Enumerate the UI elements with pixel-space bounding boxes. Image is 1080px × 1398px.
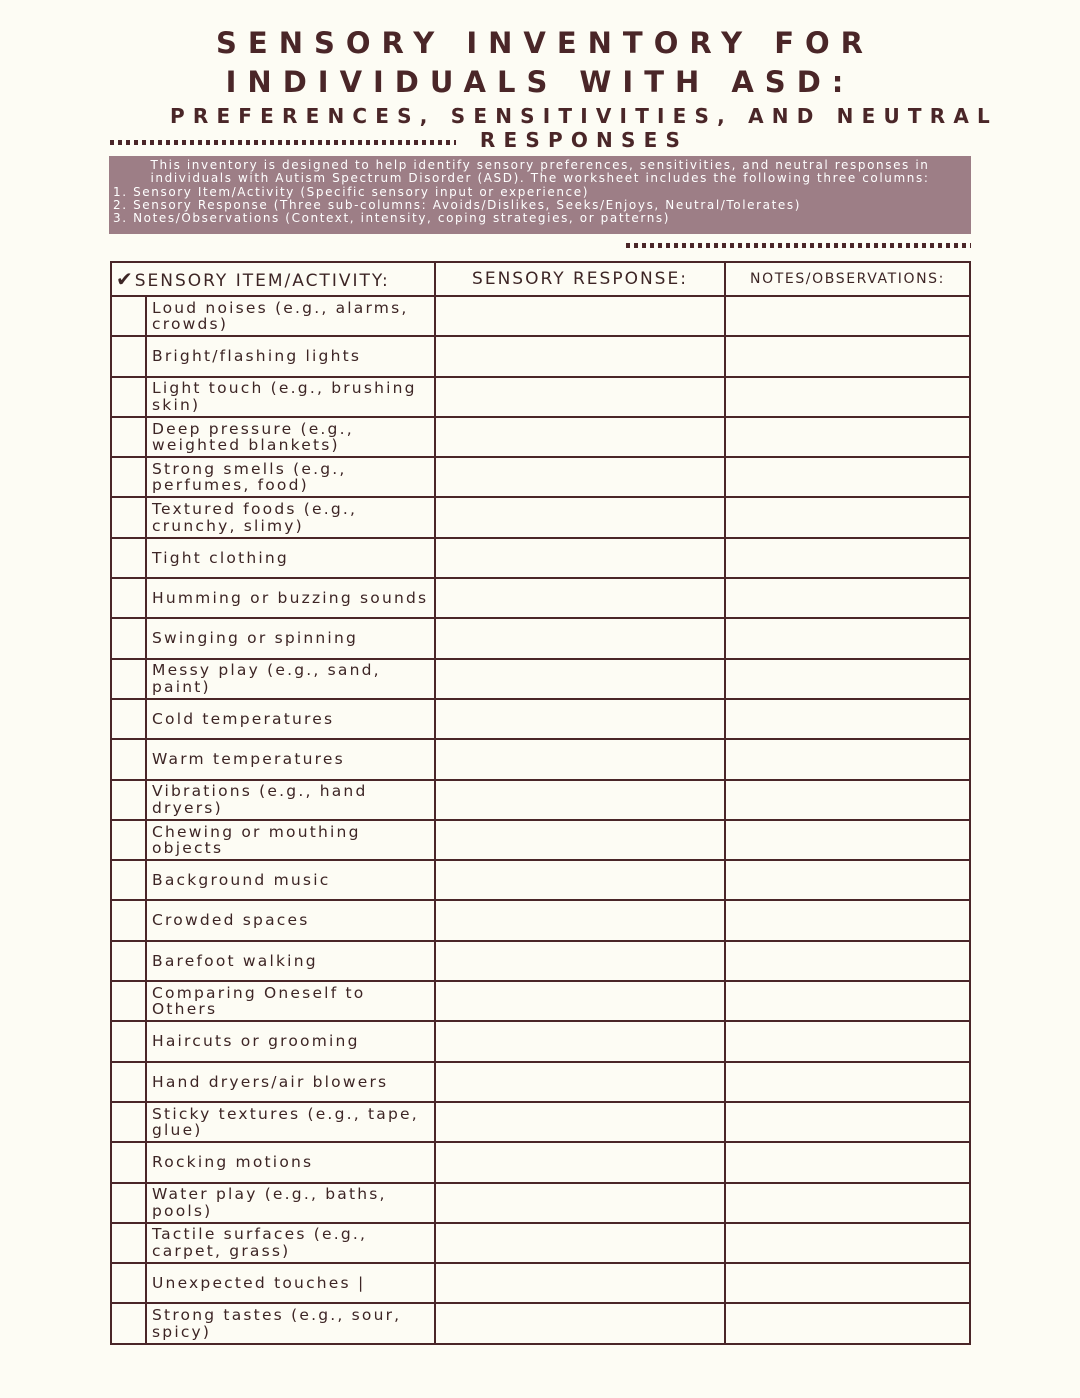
checkbox-cell[interactable]	[111, 336, 146, 376]
checkbox-cell[interactable]	[111, 417, 146, 457]
checkbox-cell[interactable]	[111, 659, 146, 699]
intro-line: individuals with Autism Spectrum Disorder (ASD). The worksheet includes the following three columns:	[150, 172, 930, 186]
sensory-item: Haircuts or grooming	[146, 1021, 435, 1061]
response-cell[interactable]	[435, 497, 725, 537]
notes-cell[interactable]	[725, 1303, 970, 1343]
response-cell[interactable]	[435, 981, 725, 1021]
sensory-item: Cold temperatures	[146, 699, 435, 739]
header-notes: NOTES/OBSERVATIONS:	[725, 262, 970, 296]
sensory-item: Swinging or spinning	[146, 618, 435, 658]
notes-cell[interactable]	[725, 1223, 970, 1263]
response-cell[interactable]	[435, 618, 725, 658]
table-row	[111, 699, 970, 739]
response-cell[interactable]	[435, 336, 725, 376]
notes-cell[interactable]	[725, 336, 970, 376]
checkbox-cell[interactable]	[111, 941, 146, 981]
notes-cell[interactable]	[725, 417, 970, 457]
notes-cell[interactable]	[725, 578, 970, 618]
checkbox-cell[interactable]	[111, 377, 146, 417]
table-row	[111, 336, 970, 376]
response-cell[interactable]	[435, 860, 725, 900]
response-cell[interactable]	[435, 659, 725, 699]
notes-cell[interactable]	[725, 1183, 970, 1223]
notes-cell[interactable]	[725, 820, 970, 860]
sensory-item: Chewing or mouthing objects	[146, 820, 435, 860]
sensory-item: Comparing Oneself to Others	[146, 981, 435, 1021]
checkbox-cell[interactable]	[111, 1223, 146, 1263]
checkbox-cell[interactable]	[111, 1102, 146, 1142]
checkbox-cell[interactable]	[111, 699, 146, 739]
page-subtitle: PREFERENCES, SENSITIVITIES, AND NEUTRAL RESPONSES	[169, 104, 998, 152]
sensory-item: Messy play (e.g., sand, paint)	[146, 659, 435, 699]
page-title-line-2: INDIVIDUALS WITH ASD:	[225, 65, 855, 99]
table-header-row	[111, 262, 970, 296]
notes-cell[interactable]	[725, 860, 970, 900]
table-body	[111, 296, 970, 1344]
notes-cell[interactable]	[725, 659, 970, 699]
sensory-item: Bright/flashing lights	[146, 336, 435, 376]
table-row	[111, 538, 970, 578]
response-cell[interactable]	[435, 296, 725, 336]
table-row	[111, 860, 970, 900]
sensory-item: Strong smells (e.g., perfumes, food)	[146, 457, 435, 497]
notes-cell[interactable]	[725, 699, 970, 739]
notes-cell[interactable]	[725, 1021, 970, 1061]
sensory-item: Strong tastes (e.g., sour, spicy)	[146, 1303, 435, 1343]
notes-cell[interactable]	[725, 457, 970, 497]
table-row	[111, 618, 970, 658]
response-cell[interactable]	[435, 578, 725, 618]
checkbox-cell[interactable]	[111, 1183, 146, 1223]
dotted-divider-top	[110, 140, 456, 145]
sensory-item: Unexpected touches |	[146, 1263, 435, 1303]
response-cell[interactable]	[435, 699, 725, 739]
sensory-item: Light touch (e.g., brushing skin)	[146, 377, 435, 417]
checkbox-cell[interactable]	[111, 1303, 146, 1343]
table-row	[111, 1102, 970, 1142]
header-sensory-response: SENSORY RESPONSE:	[435, 262, 725, 296]
table-row	[111, 417, 970, 457]
intro-line: This inventory is designed to help identify sensory preferences, sensitivities, and neutral responses in	[150, 159, 930, 172]
checkbox-cell[interactable]	[111, 860, 146, 900]
notes-cell[interactable]	[725, 497, 970, 537]
notes-cell[interactable]	[725, 981, 970, 1021]
sensory-item: Hand dryers/air blowers	[146, 1062, 435, 1102]
checkbox-cell[interactable]	[111, 1263, 146, 1303]
response-cell[interactable]	[435, 820, 725, 860]
sensory-item: Rocking motions	[146, 1142, 435, 1182]
response-cell[interactable]	[435, 538, 725, 578]
response-cell[interactable]	[435, 1263, 725, 1303]
header-sensory-item	[111, 262, 435, 296]
notes-cell[interactable]	[725, 296, 970, 336]
response-cell[interactable]	[435, 1183, 725, 1223]
sensory-item: Textured foods (e.g., crunchy, slimy)	[146, 497, 435, 537]
notes-cell[interactable]	[725, 739, 970, 779]
checkbox-cell[interactable]	[111, 780, 146, 820]
table-row	[111, 457, 970, 497]
notes-cell[interactable]	[725, 780, 970, 820]
notes-cell[interactable]	[725, 941, 970, 981]
response-cell[interactable]	[435, 1062, 725, 1102]
sensory-item: Humming or buzzing sounds	[146, 578, 435, 618]
response-cell[interactable]	[435, 739, 725, 779]
checkbox-cell[interactable]	[111, 538, 146, 578]
sensory-item: Sticky textures (e.g., tape, glue)	[146, 1102, 435, 1142]
checkbox-cell[interactable]	[111, 457, 146, 497]
intro-line: 1. Sensory Item/Activity (Specific sensory input or experience)	[113, 185, 590, 199]
notes-cell[interactable]	[725, 1263, 970, 1303]
header-sensory-item-label: SENSORY ITEM/ACTIVITY:	[134, 271, 390, 291]
sensory-item: Water play (e.g., baths, pools)	[146, 1183, 435, 1223]
response-cell[interactable]	[435, 457, 725, 497]
notes-cell[interactable]	[725, 900, 970, 940]
table-row	[111, 981, 970, 1021]
notes-cell[interactable]	[725, 377, 970, 417]
checkbox-cell[interactable]	[111, 900, 146, 940]
checkbox-cell[interactable]	[111, 981, 146, 1021]
sensory-item: Loud noises (e.g., alarms, crowds)	[146, 296, 435, 336]
table-row	[111, 900, 970, 940]
response-cell[interactable]	[435, 1303, 725, 1343]
inventory-table	[110, 261, 971, 1345]
table-row	[111, 1223, 970, 1263]
table-row	[111, 1263, 970, 1303]
checkbox-cell[interactable]	[111, 578, 146, 618]
sensory-item: Tight clothing	[146, 538, 435, 578]
table-row	[111, 1183, 970, 1223]
sensory-item: Background music	[146, 860, 435, 900]
checkbox-cell[interactable]	[111, 1062, 146, 1102]
notes-cell[interactable]	[725, 618, 970, 658]
response-cell[interactable]	[435, 941, 725, 981]
sensory-item: Barefoot walking	[146, 941, 435, 981]
sensory-item: Warm temperatures	[146, 739, 435, 779]
table-row	[111, 659, 970, 699]
notes-cell[interactable]	[725, 538, 970, 578]
table-row	[111, 296, 970, 336]
page-title-line-1: SENSORY INVENTORY FOR	[216, 26, 874, 60]
sensory-item: Vibrations (e.g., hand dryers)	[146, 780, 435, 820]
checkmark-icon: ✔	[116, 267, 135, 291]
sensory-item: Deep pressure (e.g., weighted blankets)	[146, 417, 435, 457]
checkbox-cell[interactable]	[111, 820, 146, 860]
table-row	[111, 1021, 970, 1061]
table-row	[111, 377, 970, 417]
intro-banner	[109, 156, 971, 234]
table-row	[111, 578, 970, 618]
response-cell[interactable]	[435, 417, 725, 457]
response-cell[interactable]	[435, 1102, 725, 1142]
notes-cell[interactable]	[725, 1062, 970, 1102]
table-row	[111, 820, 970, 860]
dotted-divider-bottom	[626, 243, 971, 248]
response-cell[interactable]	[435, 1021, 725, 1061]
table-row	[111, 780, 970, 820]
table-row	[111, 1142, 970, 1182]
checkbox-cell[interactable]	[111, 497, 146, 537]
checkbox-cell[interactable]	[111, 1021, 146, 1061]
notes-cell[interactable]	[725, 1102, 970, 1142]
notes-cell[interactable]	[725, 1142, 970, 1182]
response-cell[interactable]	[435, 900, 725, 940]
checkbox-cell[interactable]	[111, 618, 146, 658]
response-cell[interactable]	[435, 1142, 725, 1182]
checkbox-cell[interactable]	[111, 1142, 146, 1182]
checkbox-cell[interactable]	[111, 296, 146, 336]
sensory-item: Tactile surfaces (e.g., carpet, grass)	[146, 1223, 435, 1263]
intro-line: 2. Sensory Response (Three sub-columns: Avoids/Dislikes, Seeks/Enjoys, Neutral/Tolerates)	[113, 198, 802, 212]
table-row	[111, 1062, 970, 1102]
intro-line: 3. Notes/Observations (Context, intensity, coping strategies, or patterns)	[113, 212, 671, 226]
table-row	[111, 739, 970, 779]
table-row	[111, 497, 970, 537]
response-cell[interactable]	[435, 377, 725, 417]
sensory-item: Crowded spaces	[146, 900, 435, 940]
response-cell[interactable]	[435, 1223, 725, 1263]
table-row	[111, 941, 970, 981]
checkbox-cell[interactable]	[111, 739, 146, 779]
table-row	[111, 1303, 970, 1343]
response-cell[interactable]	[435, 780, 725, 820]
